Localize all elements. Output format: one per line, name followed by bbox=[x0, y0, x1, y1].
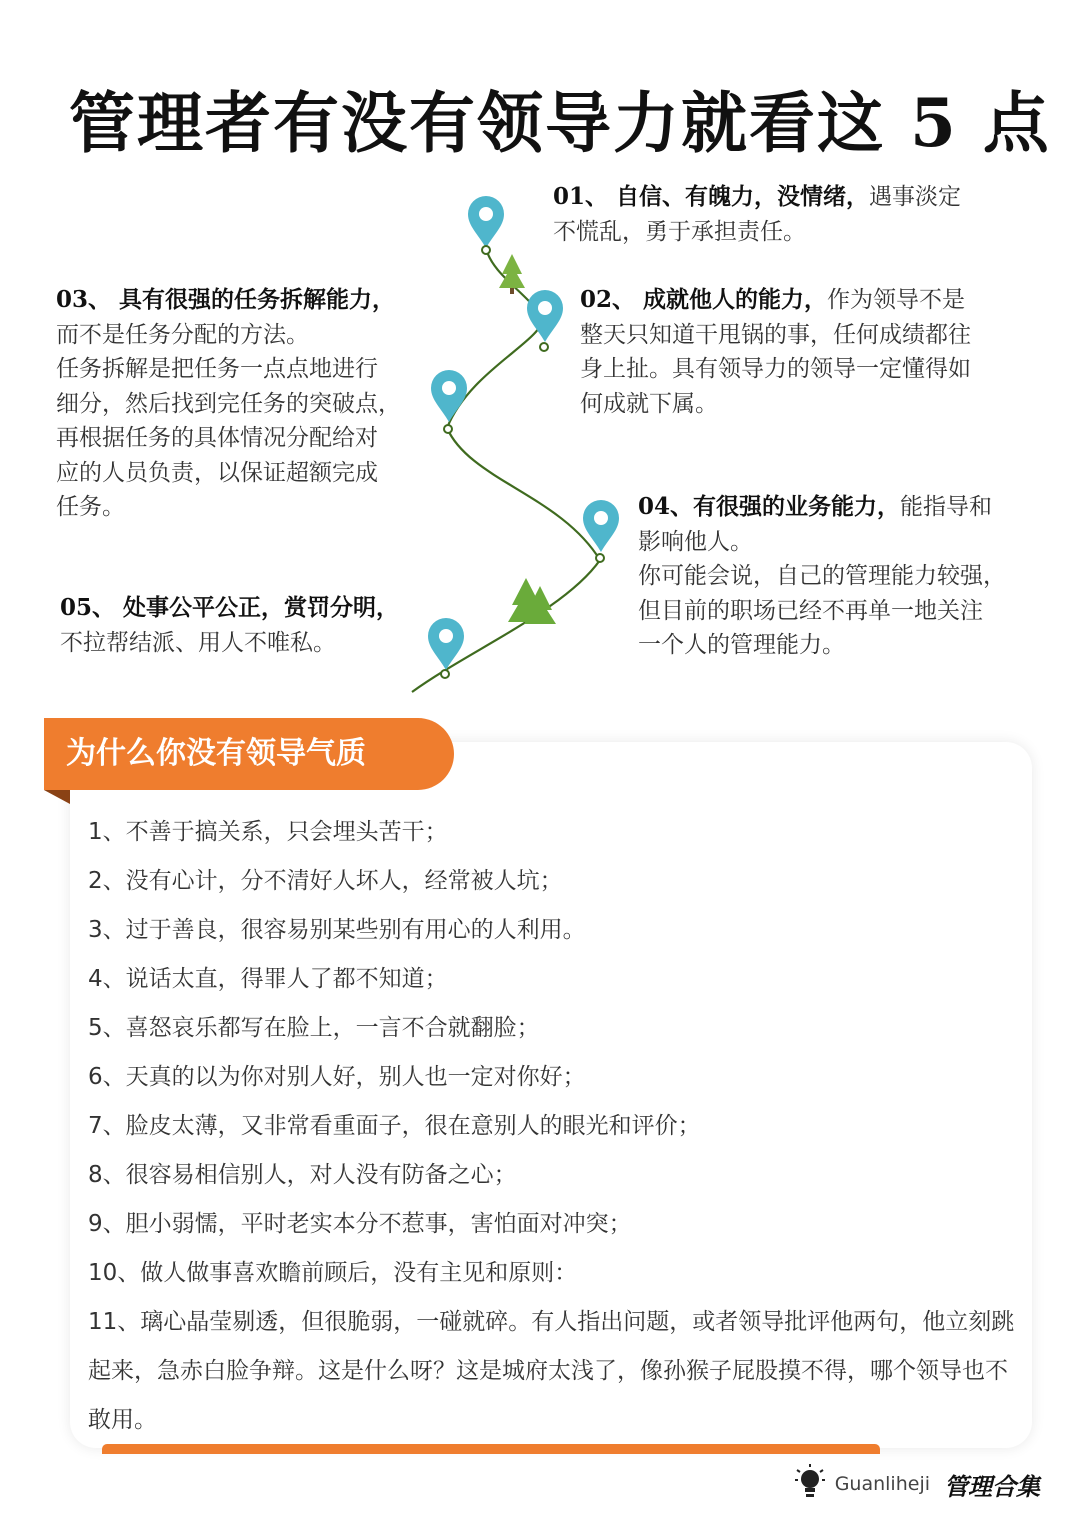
lightbulb-icon bbox=[795, 1464, 825, 1504]
point-heading: 04、有很强的业务能力， bbox=[638, 493, 901, 520]
bottom-accent-bar bbox=[102, 1444, 880, 1454]
reasons-list bbox=[88, 808, 1023, 1445]
list-item: 3、过于善良，很容易别某些别有用心的人利用。 bbox=[88, 917, 586, 943]
point-05: 05、 处事公平公正，赏罚分明， 不拉帮结派、用人不唯私。 bbox=[60, 594, 400, 656]
brand-chinese: 管理合集 bbox=[944, 1471, 1040, 1501]
tab-fold bbox=[44, 790, 70, 804]
point-02: 02、 成就他人的能力，作为领导不是 整天只知道干甩锅的事，任何成绩都往 身上扯。具有领导力的领导一定懂得如 何成就下属。 bbox=[580, 286, 971, 417]
point-01: 01、 自信、有魄力，没情绪，遇事淡定 不慌乱，勇于承担责任。 bbox=[553, 183, 962, 245]
brand-latin: Guanliheji bbox=[834, 1473, 930, 1495]
list-item: 9、胆小弱懦，平时老实本分不惹事，害怕面对冲突； bbox=[88, 1211, 632, 1237]
point-heading: 02、 成就他人的能力， bbox=[580, 286, 828, 313]
page-title: 管理者有没有领导力就看这 5 点 bbox=[69, 84, 1051, 162]
list-item: 5、喜怒哀乐都写在脸上，一言不合就翻脸； bbox=[88, 1015, 540, 1041]
pin-icon bbox=[468, 196, 504, 248]
list-item: 2、没有心计，分不清好人坏人，经常被人坑； bbox=[88, 868, 563, 894]
brand-logo bbox=[795, 1462, 1040, 1506]
forest-icon bbox=[508, 578, 556, 624]
point-heading: 01、 自信、有魄力，没情绪， bbox=[553, 183, 870, 210]
list-item: 1、不善于搞关系，只会埋头苦干； bbox=[88, 819, 448, 845]
section-title: 为什么你没有领导气质 bbox=[44, 718, 454, 790]
point-heading: 03、 具有很强的任务拆解能力， bbox=[56, 286, 396, 313]
point-03: 03、 具有很强的任务拆解能力， 而不是任务分配的方法。 任务拆解是把任务一点点地进行 细分，然后找到完任务的突破点， 再根据任务的具体情况分配给对 应的人员负责，以保证超额完成 任务。 bbox=[56, 286, 401, 520]
list-item: 7、脸皮太薄，又非常看重面子，很在意别人的眼光和评价； bbox=[88, 1113, 701, 1139]
point-04: 04、有很强的业务能力，能指导和 影响他人。 你可能会说，自己的管理能力较强， 但目前的职场已经不再单一地关注 一个人的管理能力。 bbox=[638, 493, 1006, 658]
pine-tree-icon bbox=[499, 254, 525, 294]
pin-icon bbox=[431, 370, 467, 422]
list-item: 8、很容易相信别人，对人没有防备之心； bbox=[88, 1162, 517, 1188]
list-item: 11、璃心晶莹剔透，但很脆弱，一碰就碎。有人指出问题，或者领导批评他两句，他立刻跳起来，急赤白脸争辩。这是什么呀？这是城府太浅了，像孙猴子屁股摸不得，哪个领导也不敢用。 bbox=[88, 1309, 1015, 1433]
list-item: 6、天真的以为你对别人好，别人也一定对你好； bbox=[88, 1064, 586, 1090]
list-item: 10、做人做事喜欢瞻前顾后，没有主见和原则： bbox=[88, 1260, 578, 1286]
list-item: 4、说话太直，得罪人了都不知道； bbox=[88, 966, 448, 992]
point-heading: 05、 处事公平公正，赏罚分明， bbox=[60, 594, 400, 621]
